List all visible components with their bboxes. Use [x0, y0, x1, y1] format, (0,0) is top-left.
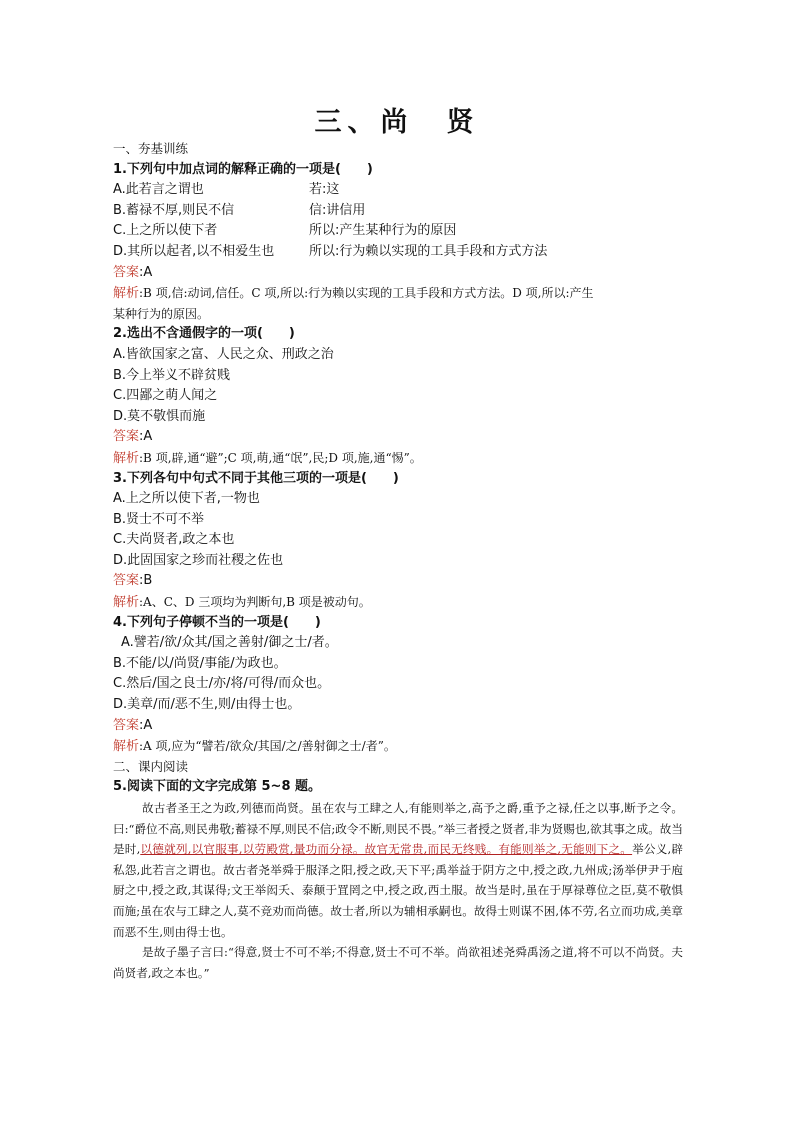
answer-value: :B: [139, 573, 153, 589]
analysis-label: 解析: [113, 286, 140, 302]
reading-passage-paragraph-2: 是故子墨子言曰:“得意,贤士不可不举;不得意,贤士不可不举。尚欲祖述尧舜禹汤之道,将不可以不尚贤。夫尚贤者,政之本也。”: [113, 945, 683, 980]
analysis-text: :B 项,辟,通“避”;C 项,萌,通“氓”,民;D 项,施,通“惕”。: [139, 450, 422, 465]
section-heading-reading: 二、课内阅读: [113, 758, 189, 774]
question-1-option-b: [113, 201, 683, 222]
question-1-analysis-line-2: 某种行为的原因。: [113, 306, 210, 321]
passage-text: 故古者圣王之为政,列德而尚贤。虽在农与工肆之人,有能则举之,高予之爵,重予之禄,任之以事,断予之令。曰:“爵位不高,则民弗敬;蓄禄不厚,则民不信;政令不断,则民不畏。”举三者授之贤者,非为贤赐也,欲其事之成。故当是时,: [113, 801, 683, 857]
question-3-answer: [113, 571, 683, 592]
section-heading-basic: 一、夯基训练: [113, 141, 189, 156]
option-text: A.此若言之谓也: [113, 182, 204, 198]
question-1-analysis-line-1: [113, 283, 683, 304]
option-text: B.蓄禄不厚,则民不信: [113, 202, 235, 218]
question-4-answer: [113, 716, 683, 737]
analysis-label: 解析: [113, 739, 140, 755]
question-2-answer: [113, 427, 683, 448]
reading-passage-paragraph-1: [113, 798, 683, 942]
option-explanation: 所以:行为赖以实现的工具手段和方式方法: [309, 243, 548, 259]
question-2-option-a: A.皆欲国家之富、人民之众、刑政之治: [113, 346, 334, 362]
question-1-option-c: [113, 221, 683, 242]
question-4-stem: 4.下列句子停顿不当的一项是( ): [113, 614, 321, 630]
question-1-option-a: [113, 180, 683, 201]
question-2-option-c: C.四鄙之萌人闻之: [113, 388, 218, 404]
question-2-option-d: D.莫不敬惧而施: [113, 408, 206, 424]
question-1-answer: [113, 263, 683, 284]
question-4-analysis: [113, 736, 683, 757]
analysis-text: :A 项,应为“譬若/欲众/其国/之/善射御之士/者”。: [139, 739, 396, 754]
passage-text: 举公义,辟私怨,此若言之谓也。故古者尧举舜于服泽之阳,授之政,天下平;禹举益于阴方之中,授之政,九州成;汤举伊尹于庖厨之中,授之政,其谋得;文王举闳夭、泰颠于罝罔之中,授之政,西土服。故当是时,虽在于厚禄尊位之臣,莫不敬惧而施;虽在农与工肆之人,莫不竞劝而尚德。故士者,所以为辅相承嗣也。故得士则谋不困,体不劳,名立而功成,美章而恶不生,则由得士也。: [113, 842, 684, 939]
question-3-option-d: D.此固国家之珍而社稷之佐也: [113, 552, 284, 568]
analysis-text: :A、C、D 三项均为判断句,B 项是被动句。: [139, 595, 371, 610]
analysis-label: 解析: [113, 450, 140, 466]
question-1-stem: 1.下列句中加点词的解释正确的一项是( ): [113, 161, 373, 177]
answer-label: 答案: [113, 573, 140, 589]
page-title: 三、尚 贤: [314, 107, 480, 138]
worksheet-content: [113, 139, 683, 983]
option-text: C.上之所以使下者: [113, 223, 218, 239]
question-1-option-d: [113, 242, 683, 263]
question-3-option-c: C.夫尚贤者,政之本也: [113, 532, 235, 548]
question-2-stem: 2.选出不含通假字的一项( ): [113, 326, 295, 342]
option-explanation: 所以:产生某种行为的原因: [309, 223, 457, 239]
answer-label: 答案: [113, 717, 140, 733]
question-3-analysis: [113, 592, 683, 613]
question-3-option-b: B.贤士不可不举: [113, 511, 205, 527]
question-4-option-c: C.然后/国之良士/亦/将/可得/而众也。: [113, 676, 331, 692]
question-2-analysis: [113, 448, 683, 469]
passage-underlined-text: 以德就列,以官服事,以劳殿赏,量功而分禄。故官无常贵,而民无终贱。有能则举之,无能则下之。: [140, 842, 633, 857]
option-explanation: 信:讲信用: [309, 202, 366, 218]
option-explanation: 若:这: [309, 182, 340, 198]
option-text: D.其所以起者,以不相爱生也: [113, 243, 275, 259]
question-4-option-a: A.譬若/欲/众其/国之善射/御之士/者。: [121, 635, 338, 651]
question-5-stem: 5.阅读下面的文字完成第 5~8 题。: [113, 779, 322, 795]
answer-label: 答案: [113, 429, 140, 445]
answer-value: :A: [139, 264, 153, 280]
question-4-option-b: B.不能/以/尚贤/事能/为政也。: [113, 655, 287, 671]
question-3-stem: 3.下列各句中句式不同于其他三项的一项是( ): [113, 470, 399, 486]
answer-value: :A: [139, 429, 153, 445]
analysis-text: :B 项,信:动词,信任。C 项,所以:行为赖以实现的工具手段和方式方法。D 项,所以:产生: [139, 286, 594, 301]
question-4-option-d: D.美章/而/恶不生,则/由得士也。: [113, 697, 301, 713]
question-2-option-b: B.今上举义不辟贫贱: [113, 367, 231, 383]
answer-label: 答案: [113, 264, 140, 280]
analysis-label: 解析: [113, 595, 140, 611]
answer-value: :A: [139, 717, 153, 733]
question-3-option-a: A.上之所以使下者,一物也: [113, 491, 260, 507]
